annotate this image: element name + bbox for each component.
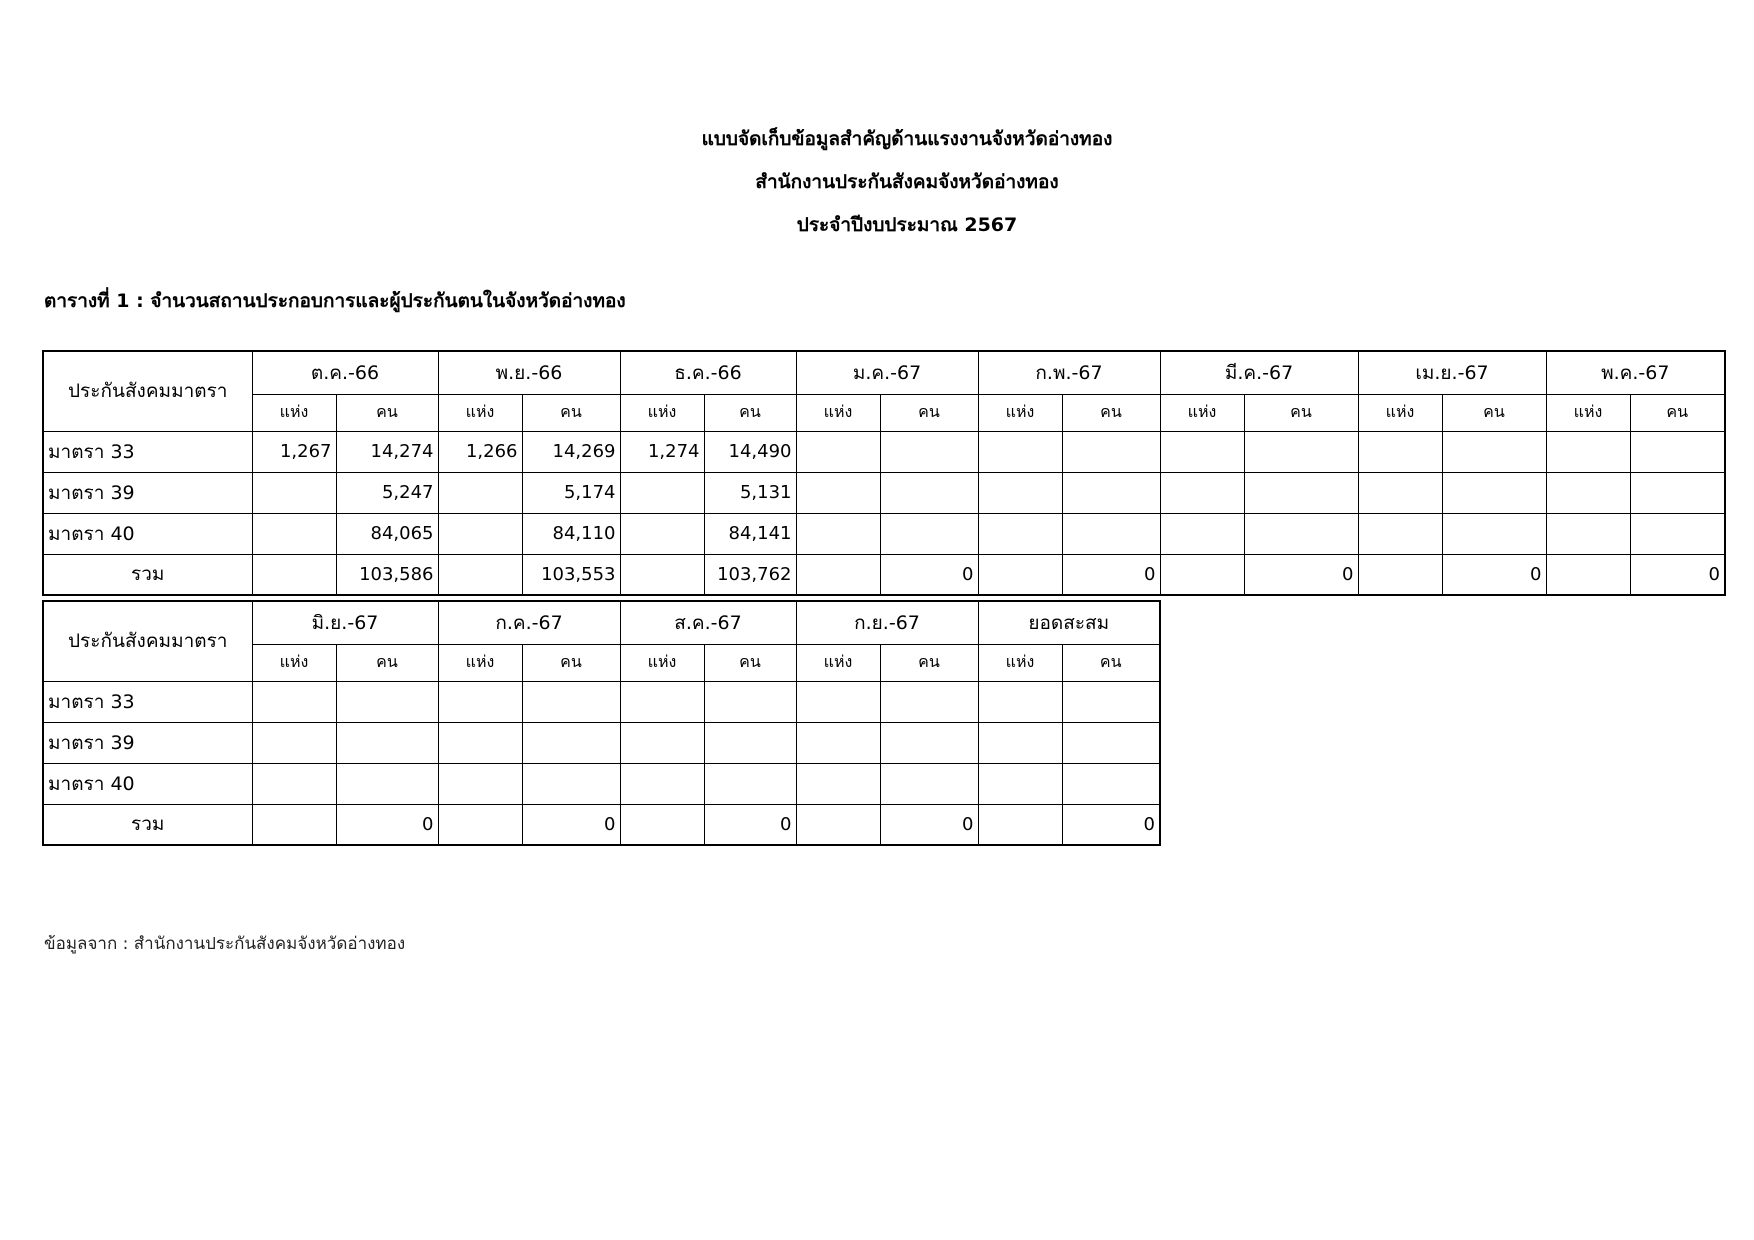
table-cell [796,472,880,513]
table-cell [704,763,796,804]
table-cell [252,472,336,513]
table-cell [1244,431,1358,472]
month-header: ต.ค.-66 [252,351,438,394]
month-header: ก.ค.-67 [438,601,620,644]
table-cell [438,763,522,804]
sub-header-place: แห่ง [1160,394,1244,431]
table-cell: 14,274 [336,431,438,472]
table-cell [1442,431,1546,472]
table-cell [336,763,438,804]
social-security-table-2 [42,600,1161,846]
table-cell [1062,763,1160,804]
table-cell [1062,513,1160,554]
table-cell [1244,472,1358,513]
table-cell: 103,586 [336,554,438,595]
table-cell: 103,553 [522,554,620,595]
table-cell [796,513,880,554]
table-row [43,804,1160,845]
table-cell: 5,131 [704,472,796,513]
month-header: ธ.ค.-66 [620,351,796,394]
table-cell [1442,472,1546,513]
table-cell [880,722,978,763]
table-cell [978,804,1062,845]
table-cell [1062,472,1160,513]
table-cell [438,681,522,722]
table-row [43,431,1725,472]
table-cell [978,763,1062,804]
table-cell [880,763,978,804]
month-header: ส.ค.-67 [620,601,796,644]
table-cell [880,681,978,722]
table-cell [1358,431,1442,472]
table-cell: 0 [880,554,978,595]
table-cell [336,722,438,763]
table-cell: 14,490 [704,431,796,472]
row-label: มาตรา 33 [43,431,252,472]
sub-header-place: แห่ง [1358,394,1442,431]
table-cell [620,681,704,722]
table-cell [252,681,336,722]
table-cell: 84,141 [704,513,796,554]
table-cell [880,472,978,513]
row-label: มาตรา 33 [43,681,252,722]
row-label: มาตรา 40 [43,513,252,554]
sub-header-person: คน [1244,394,1358,431]
table-cell [1160,554,1244,595]
row-label: รวม [43,804,252,845]
table-cell [336,681,438,722]
table-cell [796,554,880,595]
sub-header-person: คน [880,644,978,681]
table-row [43,554,1725,595]
table-cell: 103,762 [704,554,796,595]
sub-header-place: แห่ง [978,644,1062,681]
table-cell [1062,431,1160,472]
table-cell [620,763,704,804]
sub-header-person: คน [522,644,620,681]
sub-header-person: คน [336,644,438,681]
sub-header-person: คน [704,394,796,431]
table-cell: 5,174 [522,472,620,513]
table-cell [978,554,1062,595]
sub-header-place: แห่ง [796,644,880,681]
table-cell [1062,681,1160,722]
table-cell [880,431,978,472]
row-label: มาตรา 39 [43,722,252,763]
table-cell [438,804,522,845]
table-cell [796,804,880,845]
table-cell: 0 [1442,554,1546,595]
table-cell [796,763,880,804]
table-cell: 0 [336,804,438,845]
month-header: มิ.ย.-67 [252,601,438,644]
table-cell [522,763,620,804]
table-cell: 0 [1062,554,1160,595]
social-security-table-1 [42,350,1726,596]
sub-header-place: แห่ง [796,394,880,431]
header-line-2: สำนักงานประกันสังคมจังหวัดอ่างทอง [755,171,1059,193]
sub-header-place: แห่ง [620,394,704,431]
table-cell [252,513,336,554]
table-cell [252,554,336,595]
corner-label: ประกันสังคมมาตรา [43,601,252,681]
row-label: มาตรา 40 [43,763,252,804]
table-cell [252,763,336,804]
table-cell [1160,472,1244,513]
table-cell [978,681,1062,722]
table-cell: 0 [1062,804,1160,845]
sub-header-person: คน [704,644,796,681]
sub-header-person: คน [336,394,438,431]
month-header: ก.พ.-67 [978,351,1160,394]
table-cell [1160,513,1244,554]
header-line-1: แบบจัดเก็บข้อมูลสำคัญด้านแรงงานจังหวัดอ่างทอง [701,128,1113,150]
table-row [43,763,1160,804]
sub-header-place: แห่ง [978,394,1062,431]
table-cell [1358,472,1442,513]
table-cell [438,554,522,595]
table-cell [978,431,1062,472]
table-cell: 1,267 [252,431,336,472]
corner-label: ประกันสังคมมาตรา [43,351,252,431]
table-cell [1546,554,1630,595]
sub-header-person: คน [1062,644,1160,681]
table-cell [1630,431,1725,472]
table-cell [438,722,522,763]
table-cell [880,513,978,554]
sub-header-place: แห่ง [620,644,704,681]
table-cell [1546,513,1630,554]
sub-header-place: แห่ง [438,394,522,431]
table-cell [1630,513,1725,554]
sub-header-place: แห่ง [1546,394,1630,431]
table-cell: 0 [1630,554,1725,595]
table-cell: 0 [880,804,978,845]
month-header: เม.ย.-67 [1358,351,1546,394]
table-cell [252,722,336,763]
table-cell [978,513,1062,554]
table-cell [978,472,1062,513]
sub-header-person: คน [1442,394,1546,431]
table-cell [704,722,796,763]
table-cell [620,513,704,554]
month-header: พ.ค.-67 [1546,351,1725,394]
source-note: ข้อมูลจาก : สำนักงานประกันสังคมจังหวัดอ่างทอง [44,934,406,954]
table-cell [796,722,880,763]
table-cell [620,472,704,513]
row-label: มาตรา 39 [43,472,252,513]
table-cell [522,722,620,763]
table-row [43,513,1725,554]
table-row [43,722,1160,763]
table-cell: 0 [1244,554,1358,595]
month-header: พ.ย.-66 [438,351,620,394]
table-cell [1546,472,1630,513]
table-cell [1358,513,1442,554]
table-row [43,472,1725,513]
table-cell [1160,431,1244,472]
table-cell [620,554,704,595]
table-row [43,681,1160,722]
month-header: ก.ย.-67 [796,601,978,644]
table-cell [796,431,880,472]
table-cell [1062,722,1160,763]
table-cell [620,804,704,845]
table-cell [1442,513,1546,554]
table-cell [1358,554,1442,595]
document-header [0,118,1754,247]
table-cell: 1,274 [620,431,704,472]
table-cell [620,722,704,763]
table-cell: 0 [522,804,620,845]
table-cell [438,513,522,554]
sub-header-person: คน [1062,394,1160,431]
table-cell [978,722,1062,763]
month-header: มี.ค.-67 [1160,351,1358,394]
sub-header-person: คน [880,394,978,431]
header-line-3: ประจำปีงบประมาณ 2567 [796,214,1018,236]
table-cell [438,472,522,513]
table-title: ตารางที่ 1 : จำนวนสถานประกอบการและผู้ประกันตนในจังหวัดอ่างทอง [44,290,626,312]
table-cell: 0 [704,804,796,845]
table-cell [522,681,620,722]
table-cell [1546,431,1630,472]
sub-header-person: คน [1630,394,1725,431]
sub-header-place: แห่ง [252,394,336,431]
table-cell: 84,065 [336,513,438,554]
table-cell: 84,110 [522,513,620,554]
table-cell [704,681,796,722]
month-header: ม.ค.-67 [796,351,978,394]
table-cell: 1,266 [438,431,522,472]
table-cell [252,804,336,845]
sub-header-place: แห่ง [438,644,522,681]
sub-header-person: คน [522,394,620,431]
table-cell: 5,247 [336,472,438,513]
table-cell [1630,472,1725,513]
table-cell: 14,269 [522,431,620,472]
table-cell [1244,513,1358,554]
table-cell [796,681,880,722]
sub-header-place: แห่ง [252,644,336,681]
month-header: ยอดสะสม [978,601,1160,644]
row-label: รวม [43,554,252,595]
